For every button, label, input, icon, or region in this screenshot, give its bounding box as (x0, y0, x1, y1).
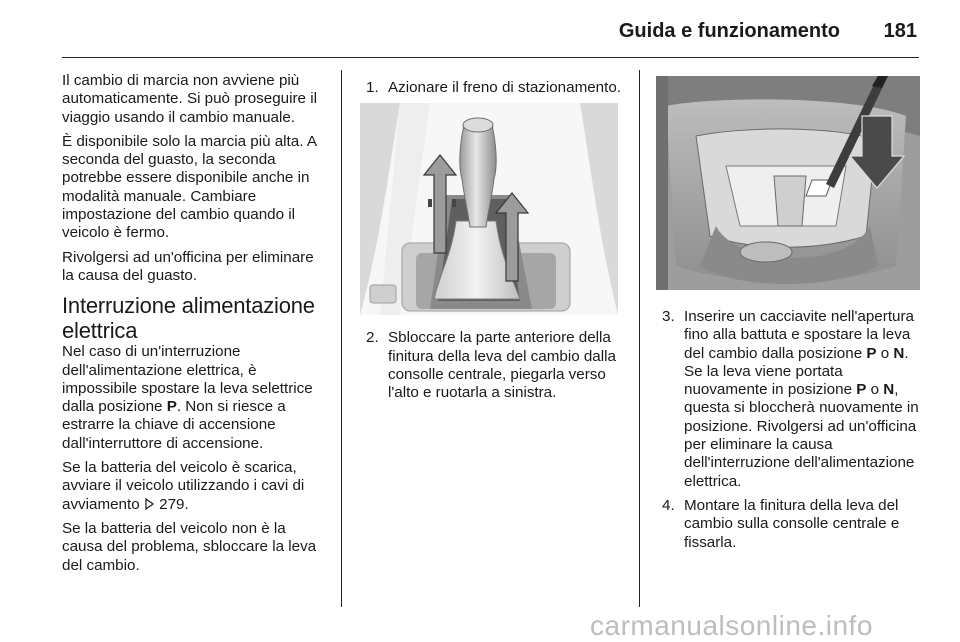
paragraph: Se la batteria del veicolo è scarica, avviare il veicolo utilizzando i cavi di avviamento 279. (62, 459, 305, 513)
paragraph: Se la batteria del veicolo non è la causa del problema, sbloccare la leva del cambio. (62, 519, 317, 574)
column-divider-2 (639, 70, 640, 607)
paragraph: Rivolgersi ad un'officina per eliminare la causa del guasto. (62, 248, 314, 284)
paragraph: Il cambio di marcia non avviene più automaticamente. Si può proseguire il viaggio usando il cambio manuale. (62, 72, 317, 126)
list-item: 1. Azionare il freno di stazionamento. (366, 79, 622, 96)
column-divider-1 (341, 70, 342, 607)
page-title: Guida e funzionamento (618, 20, 840, 42)
cross-reference-arrow-icon (144, 498, 155, 510)
watermark: carmanualsonline.info (590, 610, 873, 641)
paragraph: È disponibile solo la marcia più alta. A seconda del guasto, la seconda potrebbe essere disponibile anche in modalità manuale. Cambiare impostazione del cambio quando il veicolo è fermo. (62, 132, 317, 242)
column-left (62, 72, 328, 581)
list-item: 4. Montare la finitura della leva del cambio sulla consolle centrale e fissarla. (662, 496, 900, 551)
column-middle (366, 79, 624, 408)
header-divider (62, 57, 919, 58)
gear-position-label: P (166, 398, 177, 416)
paragraph: Nel caso di un'interruzione dell'alimentazione elettrica, è impossibile spostare la leva selettrice dalla posizione P. Non si riesce a estrarre la chiave di accensione dall'interruttore di accensione. (62, 343, 313, 452)
screwdriver-release-illustration (656, 76, 920, 290)
cross-reference-link[interactable]: 279 (144, 496, 185, 513)
gear-lever-illustration (360, 103, 618, 315)
list-item: 3. Inserire un cacciavite nell'apertura fino alla battuta e spostare la leva del cambio dalla posizione P o N. Se la leva viene portata nuovamente in posizione P o N, questa si bloccherà nuovamente in posizione. Rivolgersi ad un'officina per eliminare la causa dell'interruzione dell'alimentazione elettrica. (662, 308, 919, 490)
section-heading: Interruzione alimentazione elettrica (62, 293, 315, 344)
column-right (654, 76, 920, 558)
page-number: 181 (883, 20, 917, 42)
list-item: 2. Sbloccare la parte anteriore della finitura della leva del cambio dalla consolle centrale, piegarla verso l'alto e ruotarla a sinistra. (366, 329, 616, 402)
